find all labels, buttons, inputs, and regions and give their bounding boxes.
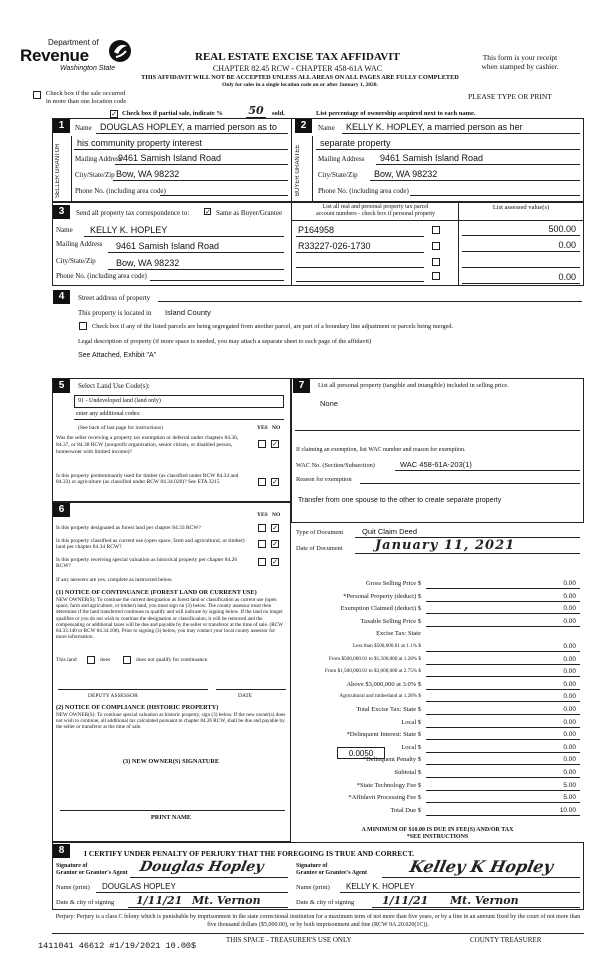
section-6-box bbox=[52, 502, 291, 842]
notice2-body: NEW OWNER(S): To continue special valuation as historic property, sign (3) below. If the new owner(s) does not wish to continue, all additional tax calculated pursuant to chapter 84.26 RCW, shall be due and payable by the seller or transferor at the time of sale. bbox=[56, 712, 286, 731]
tax-row-value[interactable]: 0.00 bbox=[563, 580, 576, 587]
county-treasurer: COUNTY TREASURER bbox=[470, 936, 542, 944]
dept-name: Revenue bbox=[20, 46, 89, 65]
tax-row-value[interactable]: 0.00 bbox=[563, 617, 576, 625]
tax-row-value[interactable]: 10.00 bbox=[559, 806, 576, 814]
segregated-checkbox[interactable] bbox=[79, 322, 87, 330]
tax-row-label: Exemption Claimed (deduct) $ bbox=[340, 605, 421, 613]
street-label: Street address of property bbox=[78, 294, 151, 302]
dor-logo bbox=[18, 38, 153, 74]
see-back: (See back of last page for instructions) bbox=[78, 425, 163, 431]
assessor-date: DATE bbox=[238, 693, 253, 699]
s6-q1: Is this property designated as forest land per chapter 84.33 RCW? bbox=[56, 525, 201, 531]
s6-q1-yes[interactable] bbox=[258, 524, 266, 532]
buyer-address-label: Mailing Address bbox=[318, 155, 365, 163]
s3-city[interactable]: Bow, WA 98232 bbox=[116, 258, 180, 268]
section-2-number: 2 bbox=[295, 119, 312, 133]
section-4-number: 4 bbox=[53, 290, 70, 304]
tax-row-label: Above $3,000,000 at 3.0% $ bbox=[346, 680, 421, 688]
seller-name-label: Name bbox=[75, 124, 92, 132]
s5-q2-no[interactable]: ✓ bbox=[272, 478, 278, 486]
s6-if-yes: If any answers are yes, complete as instructed below. bbox=[56, 577, 173, 583]
tax-row-label: *Delinquent Penalty $ bbox=[362, 756, 421, 764]
wac-label: WAC No. (Section/Subsection) bbox=[296, 462, 375, 469]
notice2-title: (2) NOTICE OF COMPLIANCE (HISTORIC PROPERTY) bbox=[56, 704, 219, 711]
buyer-city[interactable]: Bow, WA 98232 bbox=[374, 169, 438, 179]
tax-row-value[interactable]: 0.00 bbox=[563, 655, 576, 663]
seller-name-line2[interactable]: his community property interest bbox=[77, 138, 203, 148]
notice1-body: NEW OWNER(S): To continue the current designation as forest land or classification as current use (open space, farm and agriculture, or timber) land, you must sign on (3) below. The county assessor must then determine if the land transferred continues to qualify and will indicate by signing below. If the land no longer qualifies or you do not wish to continue the designation or classification, it will be removed and the compensating or additional taxes will be due and payable by the seller or transferor at the time of sale. (RCW 84.33.140 or RCW 84.34.108). Prior to signing (3) below, you may contact your local county assessor for more information. bbox=[56, 597, 283, 641]
form-subtitle: CHAPTER 82.45 RCW - CHAPTER 458-61A WAC bbox=[212, 64, 383, 73]
s3-address[interactable]: 9461 Samish Island Road bbox=[116, 241, 220, 251]
s6-q1-no[interactable]: ✓ bbox=[272, 524, 278, 532]
seller-city-label: City/State/Zip bbox=[75, 171, 115, 179]
parcel-number[interactable]: R33227-026-1730 bbox=[298, 241, 371, 251]
s5-q1: Was the seller receiving a property tax exemption or deferral under chapters 84.36, 84.37, or 84.38 RCW (nonprofit organization, senior citizen, or disabled person, homeowner with limited income)? bbox=[56, 435, 239, 455]
seller-name-line1[interactable]: DOUGLAS HOPLEY, a married person as to bbox=[100, 122, 277, 132]
buyer-address[interactable]: 9461 Samish Island Road bbox=[380, 153, 484, 163]
grantee-date[interactable]: 1/11/21 bbox=[382, 894, 429, 907]
s3-phone-label: Phone No. (including area code) bbox=[56, 272, 147, 280]
reason-value[interactable]: Transfer from one spouse to the other to create separate property bbox=[298, 497, 502, 504]
tax-row-label: Excise Tax: State bbox=[376, 630, 421, 638]
grantor-name[interactable]: DOUGLAS HOPLEY bbox=[102, 882, 176, 891]
tax-row-label: Taxable Selling Price $ bbox=[360, 617, 421, 625]
tax-row-label: Local $ bbox=[401, 743, 421, 751]
receipt-note-2: when stamped by cashier. bbox=[481, 62, 559, 71]
assessed-value[interactable]: 500.00 bbox=[548, 224, 576, 234]
buyer-name-label: Name bbox=[318, 124, 335, 132]
tax-row-value[interactable]: 0.00 bbox=[563, 592, 576, 600]
deputy-assessor: DEPUTY ASSESSOR bbox=[88, 693, 138, 699]
wac-value[interactable]: WAC 458-61A-203(1) bbox=[400, 460, 472, 469]
dept-line: Department of bbox=[48, 38, 99, 47]
tax-row-value[interactable]: 0.00 bbox=[563, 756, 576, 764]
form-title: REAL ESTATE EXCISE TAX AFFIDAVIT bbox=[195, 51, 400, 63]
doc-type-value[interactable]: Quit Claim Deed bbox=[362, 527, 418, 536]
assessed-value[interactable]: 0.00 bbox=[558, 240, 576, 250]
buyer-name-line2[interactable]: separate property bbox=[320, 138, 391, 148]
grantee-city[interactable]: Mt. Vernon bbox=[450, 894, 519, 907]
this-land-label: This land bbox=[56, 657, 77, 663]
does-not-checkbox[interactable] bbox=[123, 656, 131, 664]
tax-row-label: *Delinquent Interest: State $ bbox=[346, 731, 421, 739]
legal-text: Legal description of property (if more space is needed, you may attach a separate sheet to each page of the affidavit) bbox=[78, 338, 372, 345]
new-owner-signature-line[interactable] bbox=[60, 810, 285, 811]
tax-row-value[interactable]: 0.00 bbox=[563, 731, 576, 739]
tax-row-label: *State Technology Fee $ bbox=[356, 781, 421, 789]
grantor-sig-label-2: Grantor or Grantor's Agent bbox=[56, 870, 128, 876]
segregated-text: Check box if any of the listed parcels are being segregated from another parcel, are part of a boundary line adjustment or parcels being merged. bbox=[92, 323, 454, 330]
section-3-number: 3 bbox=[53, 205, 70, 219]
s6-q2: Is this property classified as current use (open space, farm and agricultural, or timber) land per chapter 84.34 RCW? bbox=[56, 538, 245, 550]
see-instructions: *SEE INSTRUCTIONS bbox=[406, 834, 469, 840]
seller-city[interactable]: Bow, WA 98232 bbox=[116, 169, 180, 179]
s5-q1-no[interactable]: ✓ bbox=[272, 440, 278, 448]
s3-address-label: Mailing Address bbox=[56, 240, 103, 248]
reason-label: Reason for exemption bbox=[296, 476, 352, 483]
buyer-side-label: BUYER GRANTEE bbox=[295, 144, 301, 197]
seller-address[interactable]: 9461 Samish Island Road bbox=[118, 153, 222, 163]
land-use-select[interactable]: 91 - Undeveloped land (land only) bbox=[74, 395, 284, 408]
section-6-number: 6 bbox=[53, 503, 70, 517]
notice1-title: (1) NOTICE OF CONTINUANCE (FOREST LAND OR CURRENT USE) bbox=[56, 589, 257, 596]
tax-row-label: *Personal Property (deduct) $ bbox=[343, 592, 421, 600]
personal-property-checkbox[interactable] bbox=[432, 226, 440, 234]
perjury-notice: Perjury: Perjury is a class C felony which is punishable by imprisonment in the state correctional institution for a maximum term of not more than five years, or by a fine in an amount fixed by the court of not more than five thousand dollars ($5,000.00), or by both imprisonment and fine (RCW 9A.20.020(1C)). bbox=[55, 914, 581, 928]
s6-q3-yes[interactable] bbox=[258, 558, 266, 566]
located-label: This property is located in bbox=[78, 309, 152, 317]
same-as-buyer-label: Same as Buyer/Grantee bbox=[216, 209, 283, 217]
seller-side-label: SELLER GRANTOR bbox=[55, 143, 61, 198]
tax-row-label: Total Excise Tax: State $ bbox=[356, 706, 421, 713]
tax-row-value[interactable]: 0.00 bbox=[563, 693, 576, 701]
partial-sale-checkbox[interactable]: ✓ bbox=[111, 110, 117, 118]
parcel-header-1: List all real and personal property tax parcel bbox=[322, 204, 429, 210]
grantee-name[interactable]: KELLY K. HOPLEY bbox=[346, 882, 415, 891]
s5-yes: YES bbox=[257, 425, 268, 431]
grantor-date[interactable]: 1/11/21 bbox=[136, 894, 183, 907]
seller-address-label: Mailing Address bbox=[75, 155, 122, 163]
tax-row-value[interactable]: 0.00 bbox=[563, 769, 576, 776]
grantor-name-label: Name (print) bbox=[56, 884, 90, 891]
tax-row-value[interactable]: 0.00 bbox=[563, 643, 576, 650]
grantee-name-label: Name (print) bbox=[296, 884, 330, 891]
legal-value[interactable]: See Attached, Exhibit "A" bbox=[78, 352, 157, 359]
treasurer-space: THIS SPACE - TREASURER'S USE ONLY bbox=[226, 936, 352, 944]
assessed-header: List assessed value(s) bbox=[492, 204, 550, 211]
land-use-label: Select Land Use Code(s): bbox=[78, 382, 150, 390]
s6-q2-yes[interactable] bbox=[258, 540, 266, 548]
parcel-number[interactable]: P164958 bbox=[298, 225, 335, 235]
form-warning: THIS AFFIDAVIT WILL NOT BE ACCEPTED UNLESS ALL AREAS ON ALL PAGES ARE FULLY COMPLETED bbox=[141, 74, 459, 81]
tax-row-label: Subtotal $ bbox=[394, 769, 421, 776]
please-type: PLEASE TYPE OR PRINT bbox=[468, 92, 552, 101]
seller-phone-label: Phone No. (including area code) bbox=[75, 187, 166, 195]
assessed-value[interactable]: 0.00 bbox=[558, 272, 576, 282]
multi-location-line1: Check box if the sale occurred bbox=[46, 90, 126, 97]
buyer-name-line1[interactable]: KELLY K. HOPLEY, a married person as her bbox=[346, 122, 523, 132]
personal-property-checkbox[interactable] bbox=[432, 242, 440, 250]
doc-date-value[interactable]: January 11, 2021 bbox=[375, 538, 516, 553]
partial-sale-value[interactable]: 50 bbox=[246, 104, 266, 118]
grantee-sig-label-1: Signature of bbox=[296, 863, 328, 869]
send-label: Send all property tax correspondence to: bbox=[76, 209, 190, 217]
additional-codes: enter any additional codes: bbox=[76, 411, 141, 417]
s3-city-label: City/State/Zip bbox=[56, 257, 96, 265]
tax-row-value[interactable]: 0.00 bbox=[563, 668, 576, 676]
s6-q3: Is this property receiving special valuation as historical property per chapter 84.26 RCW? bbox=[56, 557, 238, 569]
grantee-signature[interactable]: Kelley K Hopley bbox=[407, 857, 555, 876]
state-name: Washington State bbox=[60, 65, 116, 72]
sales-note: Only for sales in a single location code on or after January 1, 2020. bbox=[222, 82, 378, 88]
does-label: does bbox=[100, 657, 111, 663]
s6-q2-no[interactable]: ✓ bbox=[272, 540, 278, 548]
doc-date-label: Date of Document bbox=[296, 545, 343, 552]
tax-row-value[interactable]: 0.00 bbox=[563, 605, 576, 613]
s6-yes: YES bbox=[257, 512, 268, 518]
s3-name[interactable]: KELLY K. HOPLEY bbox=[90, 225, 168, 235]
section-8-number: 8 bbox=[53, 844, 70, 858]
s6-q3-no[interactable]: ✓ bbox=[272, 558, 278, 566]
dor-swoosh-icon bbox=[106, 38, 134, 64]
grantor-city[interactable]: Mt. Vernon bbox=[192, 894, 261, 907]
tax-row-value[interactable]: 5.00 bbox=[563, 781, 576, 789]
tax-row-label: From $500,000.01 to $1,500,000 at 1.28% $ bbox=[328, 655, 421, 662]
s5-q2-yes[interactable] bbox=[258, 478, 266, 486]
tax-row-label: From $1,500,000.01 to $3,000,000 at 2.75% $ bbox=[325, 668, 421, 675]
tax-row-label: Local $ bbox=[401, 718, 421, 726]
exemption-label: If claiming an exemption, list WAC number and reason for exemption. bbox=[296, 447, 466, 453]
personal-property-checkbox[interactable] bbox=[432, 272, 440, 280]
tax-row-value[interactable]: 5.00 bbox=[563, 794, 576, 802]
tax-row-value[interactable]: 0.00 bbox=[563, 706, 576, 713]
buyer-phone-label: Phone No. (including area code) bbox=[318, 187, 409, 195]
local-rate-box[interactable]: 0.0050 bbox=[337, 747, 385, 759]
grantor-date-label: Date & city of signing bbox=[56, 899, 115, 906]
s5-no: NO bbox=[272, 425, 281, 431]
tax-row-label: Gross Selling Price $ bbox=[365, 580, 421, 587]
buyer-city-label: City/State/Zip bbox=[318, 171, 358, 179]
tax-row-label: Agricultural and timberland at 1.28% $ bbox=[339, 693, 421, 700]
print-name-label: PRINT NAME bbox=[150, 814, 192, 821]
section-7-number: 7 bbox=[293, 379, 310, 393]
s5-q2: Is this property predominantly used for timber (as classified under RCW 84.34 and 84.33) or agriculture (as classified under RCW 84.34.020)? See ETA 3215 bbox=[56, 473, 239, 485]
partial-sale-label: Check box if partial sale, indicate % bbox=[122, 110, 223, 117]
located-value[interactable]: Island County bbox=[165, 308, 211, 317]
tax-row-value[interactable]: 0.00 bbox=[563, 680, 576, 688]
does-checkbox[interactable] bbox=[87, 656, 95, 664]
personal-property-checkbox[interactable] bbox=[432, 258, 440, 266]
recording-stamp: 1411041 46612 #1/19/2021 10.00$ bbox=[38, 941, 197, 951]
grantee-sig-label-2: Grantee or Grantee's Agent bbox=[296, 870, 368, 876]
tax-row-label: Total Due $ bbox=[390, 806, 421, 814]
tax-row-value[interactable]: 0.00 bbox=[563, 743, 576, 751]
personal-property-label: List all personal property (tangible and intangible) included in selling price. bbox=[318, 382, 509, 389]
sold-label: sold. bbox=[272, 110, 285, 117]
s5-q1-yes[interactable] bbox=[258, 440, 266, 448]
personal-property-value[interactable]: None bbox=[320, 399, 338, 408]
grantor-sig-label-1: Signature of bbox=[56, 863, 88, 869]
grantor-signature[interactable]: Douglas Hopley bbox=[138, 859, 266, 875]
ownership-note: List percentage of ownership acquired next to each name. bbox=[316, 110, 476, 117]
multi-location-checkbox[interactable] bbox=[33, 91, 41, 99]
multi-location-line2: in more than one location code bbox=[46, 98, 127, 105]
s3-name-label: Name bbox=[56, 226, 73, 234]
parcel-header-2: account numbers - check box if personal property bbox=[315, 211, 436, 217]
certify-text: I CERTIFY UNDER PENALTY OF PERJURY THAT THE FOREGOING IS TRUE AND CORRECT. bbox=[84, 849, 415, 858]
section-1-number: 1 bbox=[53, 119, 70, 133]
minimum-note: A MINIMUM OF $10.00 IS DUE IN FEE(S) AND/OR TAX bbox=[361, 827, 514, 833]
tax-row-value[interactable]: 0.00 bbox=[563, 718, 576, 726]
new-owner-signature-label: (3) NEW OWNER(S) SIGNATURE bbox=[122, 758, 220, 765]
grantee-date-label: Date & city of signing bbox=[296, 899, 355, 906]
s6-no: NO bbox=[272, 512, 281, 518]
doc-type-label: Type of Document bbox=[296, 529, 344, 536]
receipt-note-1: This form is your receipt bbox=[482, 53, 558, 62]
same-as-buyer-checkbox[interactable]: ✓ bbox=[205, 208, 211, 216]
section-5-number: 5 bbox=[53, 379, 70, 393]
does-not-label: does not qualify for continuance. bbox=[136, 657, 209, 663]
tax-row-label: *Affidavit Processing Fee $ bbox=[348, 794, 421, 802]
tax-row-label: Less than $500,000.01 at 1.1% $ bbox=[352, 643, 421, 649]
